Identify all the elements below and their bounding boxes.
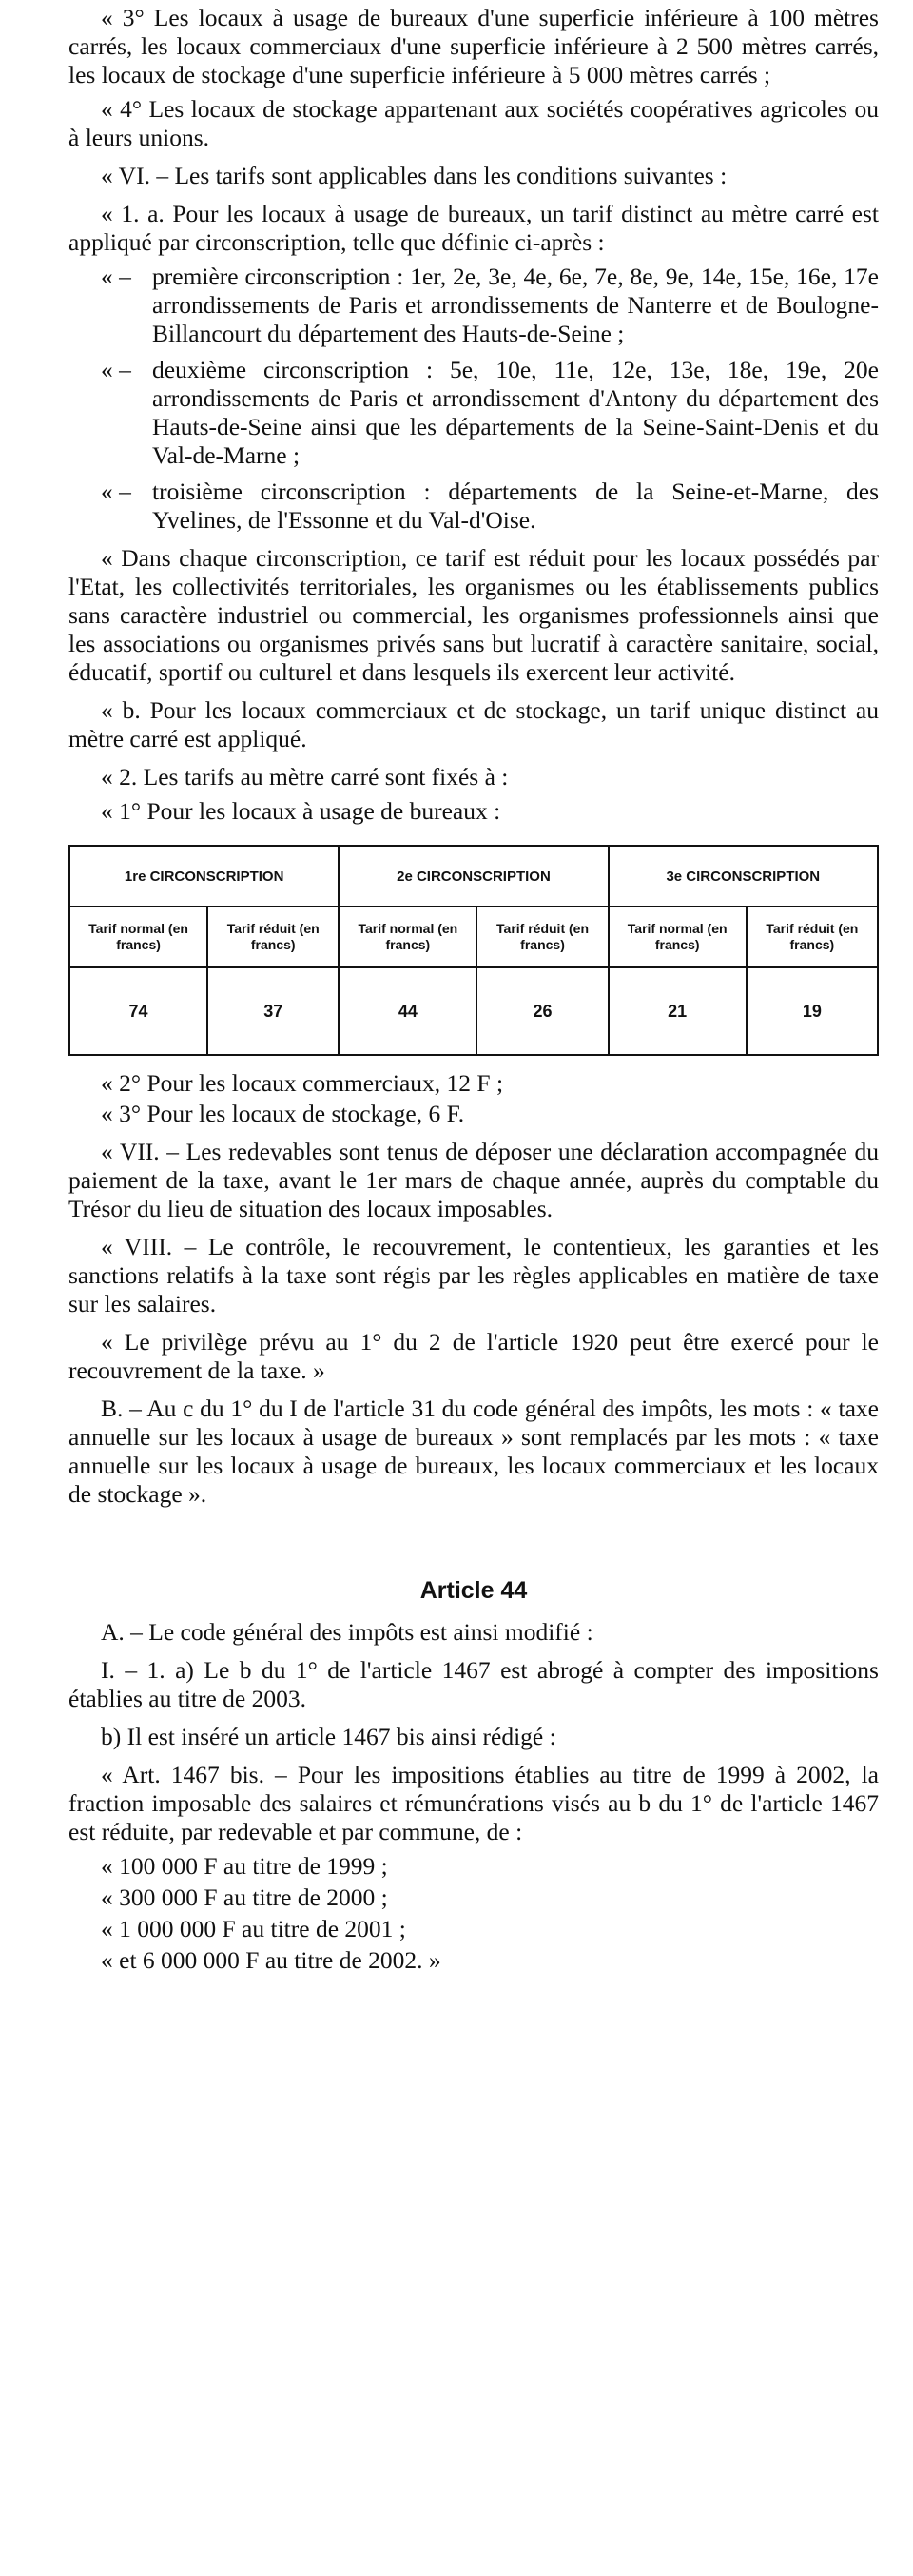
value-cell: 74	[69, 967, 207, 1055]
list-item-premiere-circonscription	[68, 263, 879, 348]
subheader-cell: Tarif normal (en francs)	[69, 907, 207, 967]
paragraph-2-tarifs-fixes: « 2. Les tarifs au mètre carré sont fixés à :	[101, 763, 509, 790]
paragraph-b-article-1467-bis: b) Il est inséré un article 1467 bis ainsi rédigé :	[101, 1723, 556, 1750]
header-1re-circonscription: 1re CIRCONSCRIPTION	[69, 846, 339, 907]
table-row	[69, 967, 878, 1055]
amount-line-2001: « 1 000 000 F au titre de 2001 ;	[101, 1915, 406, 1942]
list-item-deuxieme-circonscription	[68, 356, 879, 470]
list-dash: « –	[101, 356, 131, 383]
article-title: Article 44	[419, 1577, 528, 1604]
value-cell: 21	[609, 967, 747, 1055]
paragraph-2-commerciaux: « 2° Pour les locaux commerciaux, 12 F ;	[101, 1069, 504, 1097]
text-column	[68, 0, 879, 1975]
header-2e-circonscription: 2e CIRCONSCRIPTION	[339, 846, 608, 907]
paragraph-1a-bureaux: « 1. a. Pour les locaux à usage de bureaux, un tarif distinct au mètre carré est appliqué par circonscription, telle que définie ci-après :	[68, 200, 879, 256]
paragraph-b-commerciaux: « b. Pour les locaux commerciaux et de stockage, un tarif unique distinct au mètre carré est appliqué.	[68, 696, 879, 752]
header-3e-circonscription: 3e CIRCONSCRIPTION	[609, 846, 878, 907]
list-item-text: troisième circonscription : départements de la Seine-et-Marne, des Yvelines, de l'Essonne et du Val-d'Oise.	[152, 478, 879, 534]
paragraph-i-1-a: I. – 1. a) Le b du 1° de l'article 1467 est abrogé à compter des impositions établies au titre de 2003.	[68, 1656, 879, 1712]
list-dash: « –	[101, 478, 131, 505]
paragraph-4-cooperatives: « 4° Les locaux de stockage appartenant aux sociétés coopératives agricoles ou à leurs unions.	[68, 95, 879, 151]
list-item-text: deuxième circonscription : 5e, 10e, 11e, 12e, 13e, 18e, 19e, 20e arrondissements de Paris et arrondissement d'Antony du département des Hauts-de-Seine ainsi que les départements de la Seine-Saint-Denis et du Val-de-Marne ;	[152, 356, 879, 469]
paragraph-tarif-reduit: « Dans chaque circonscription, ce tarif est réduit pour les locaux possédés par l'Etat, les collectivités territoriales, les organismes ou les établissements publics sans caractère industriel ou commercial, les organismes professionnels ainsi que les associations ou organismes privés sans but lucratif à caractère sanitaire, social, éducatif, sportif ou culturel et dans lesquels ils exercent leur activité.	[68, 544, 879, 686]
value-cell: 19	[747, 967, 878, 1055]
paragraph-privilege: « Le privilège prévu au 1° du 2 de l'article 1920 peut être exercé pour le recouvrement de la taxe. »	[68, 1328, 879, 1384]
subheader-cell: Tarif réduit (en francs)	[476, 907, 608, 967]
tarifs-table-wrapper	[68, 845, 879, 1056]
table-header-row	[69, 846, 878, 907]
paragraph-3-small-premises: « 3° Les locaux à usage de bureaux d'une superficie inférieure à 100 mètres carrés, les locaux commerciaux d'une superficie inférieure à 2 500 mètres carrés, les locaux de stockage d'une superficie inférieure à 5 000 mètres carrés ;	[68, 4, 879, 88]
tarifs-table	[68, 845, 879, 1056]
list-dash: « –	[101, 263, 131, 290]
value-cell: 37	[207, 967, 339, 1055]
paragraph-viii-controle: « VIII. – Le contrôle, le recouvrement, le contentieux, les garanties et les sanctions relatifs à la taxe sont régis par les règles applicables en matière de taxe sur les salaires.	[68, 1233, 879, 1317]
paragraph-vii-declaration: « VII. – Les redevables sont tenus de déposer une déclaration accompagnée du paiement de la taxe, avant le 1er mars de chaque année, auprès du comptable du Trésor du lieu de situation des locaux imposables.	[68, 1138, 879, 1222]
list-item-text: première circonscription : 1er, 2e, 3e, 4e, 6e, 7e, 8e, 9e, 14e, 15e, 16e, 17e arrondissements de Paris et arrondissements de Nanterre et de Boulogne-Billancourt du département des Hauts-de-Seine ;	[152, 263, 879, 347]
value-cell: 26	[476, 967, 608, 1055]
amount-line-1999: « 100 000 F au titre de 1999 ;	[101, 1852, 388, 1880]
value-cell: 44	[339, 967, 476, 1055]
subheader-cell: Tarif normal (en francs)	[339, 907, 476, 967]
list-item-troisieme-circonscription	[68, 478, 879, 535]
table-subheader-row	[69, 907, 878, 967]
subheader-cell: Tarif réduit (en francs)	[207, 907, 339, 967]
paragraph-a-code-general: A. – Le code général des impôts est ainsi modifié :	[101, 1618, 593, 1646]
paragraph-3-stockage: « 3° Pour les locaux de stockage, 6 F.	[101, 1100, 465, 1127]
paragraph-b-article-31: B. – Au c du 1° du I de l'article 31 du code général des impôts, les mots : « taxe annuelle sur les locaux à usage de bureaux » sont remplacés par les mots : « taxe annuelle sur les locaux à usage de bureaux, les locaux commerciaux et les locaux de stockage ».	[68, 1395, 879, 1508]
paragraph-art-1467-bis: « Art. 1467 bis. – Pour les impositions établies au titre de 1999 à 2002, la fraction imposable des salaires et rémunérations visés au b du 1° de l'article 1467 est réduite, par redevable et par commune, de :	[68, 1761, 879, 1845]
paragraph-vi-tarifs: « VI. – Les tarifs sont applicables dans les conditions suivantes :	[101, 162, 728, 189]
subheader-cell: Tarif normal (en francs)	[609, 907, 747, 967]
paragraph-1-bureaux: « 1° Pour les locaux à usage de bureaux :	[101, 797, 501, 825]
amount-line-2000: « 300 000 F au titre de 2000 ;	[101, 1883, 388, 1911]
subheader-cell: Tarif réduit (en francs)	[747, 907, 878, 967]
amount-line-2002: « et 6 000 000 F au titre de 2002. »	[101, 1946, 441, 1974]
